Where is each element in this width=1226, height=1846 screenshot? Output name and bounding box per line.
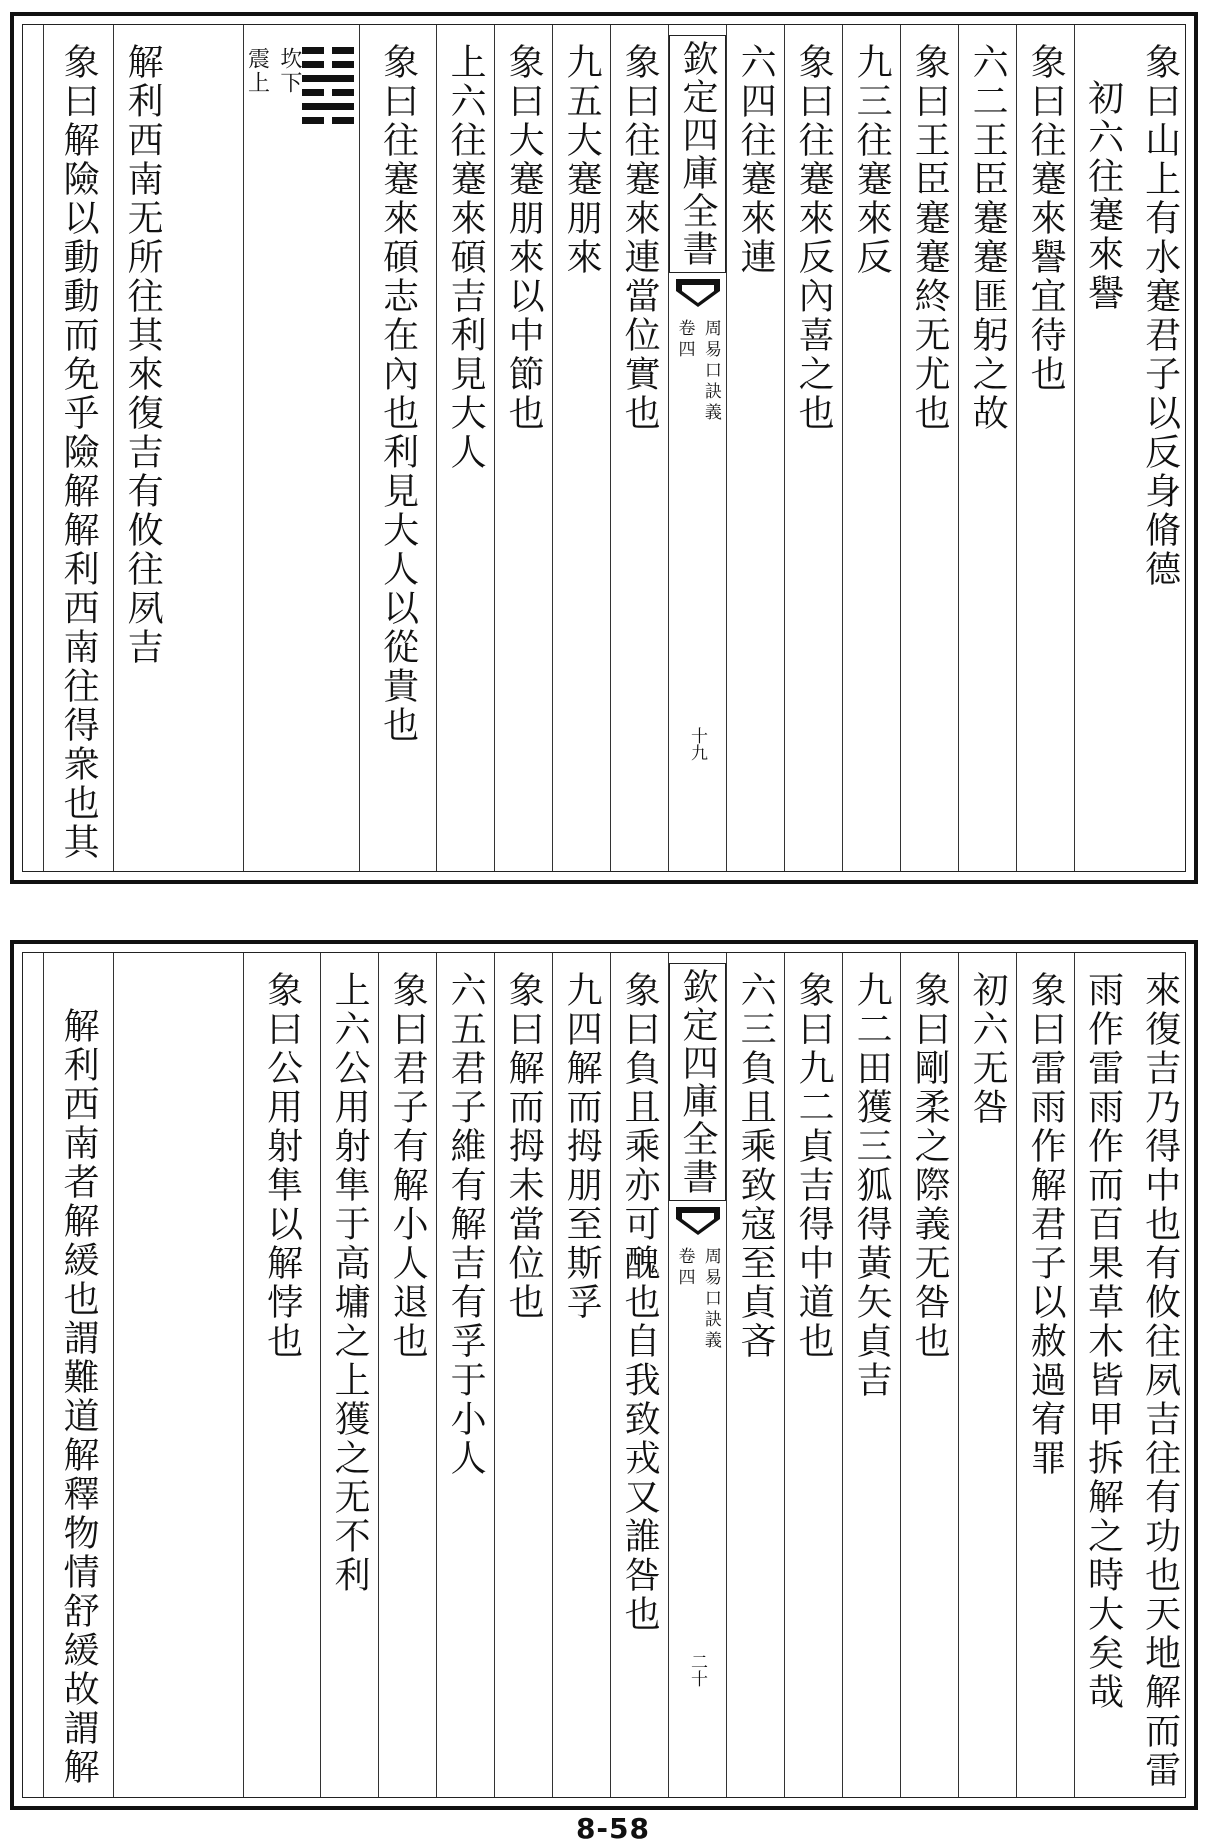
column-text: 象曰王臣蹇蹇終无尤也	[909, 43, 951, 433]
fold-title: 周易口訣義	[700, 1247, 721, 1352]
upper-trigram-label: 震上	[244, 47, 270, 95]
text-column	[436, 25, 494, 871]
column-text: 六五君子維有解吉有孚于小人	[445, 971, 487, 1478]
text-column	[842, 953, 900, 1797]
column-text: 象曰往蹇來碩志在內也利見大人以從貴也	[377, 43, 419, 745]
column-text: 象曰大蹇朋來以中節也	[503, 43, 545, 433]
text-column	[494, 953, 552, 1797]
column-text: 九五大蹇朋來	[561, 43, 603, 277]
hexagram-icon	[302, 47, 354, 871]
column-text: 上六往蹇來碩吉利見大人	[445, 43, 487, 472]
text-column	[359, 25, 436, 871]
column-text: 象曰山上有水蹇君子以反身脩德	[1139, 43, 1181, 589]
text-column	[958, 953, 1016, 1797]
text-column	[1074, 953, 1131, 1797]
text-column	[1131, 953, 1189, 1797]
text-column	[610, 953, 668, 1797]
text-column	[43, 25, 113, 871]
column-text: 象曰公用射隼以解悖也	[261, 971, 303, 1361]
text-column	[552, 25, 610, 871]
column-text: 象曰往蹇來連當位實也	[619, 43, 661, 433]
fold-juan: 卷四	[674, 319, 695, 361]
text-column	[726, 25, 784, 871]
hexagram-column	[243, 25, 359, 871]
text-column	[784, 25, 842, 871]
text-column	[900, 25, 958, 871]
column-text: 象曰解而拇未當位也	[503, 971, 545, 1322]
column-text: 象曰雷雨作解君子以赦過宥罪	[1025, 971, 1067, 1478]
leaf-number: 二十	[687, 1653, 707, 1687]
hexagram-line-2	[302, 103, 354, 110]
text-column	[113, 25, 171, 871]
trigram-labels	[243, 47, 302, 871]
column-text: 九二田獲三狐得黃矢貞吉	[851, 971, 893, 1400]
hexagram-line-1	[302, 117, 354, 124]
fold-juan: 卷四	[674, 1247, 695, 1289]
column-text: 象曰君子有解小人退也	[387, 971, 429, 1361]
text-column	[900, 953, 958, 1797]
text-column	[320, 953, 378, 1797]
column-text: 象曰解險以動動而免乎險解解利西南往得衆也其	[58, 43, 100, 862]
column-text: 六二王臣蹇蹇匪躬之故	[967, 43, 1009, 433]
column-text: 象曰往蹇來反內喜之也	[793, 43, 835, 433]
book-title: 欽定四庫全書	[669, 35, 726, 273]
column-text: 雨作雷雨作而百果草木皆甲拆解之時大矣哉	[1082, 971, 1124, 1712]
text-column	[726, 953, 784, 1797]
leaf-number: 十九	[687, 727, 707, 761]
text-column	[784, 953, 842, 1797]
hexagram-line-5	[302, 61, 354, 68]
column-text: 象曰負且乘亦可醜也自我致戎又誰咎也	[619, 971, 661, 1634]
column-text: 初六无咎	[967, 971, 1009, 1127]
column-text: 象曰往蹇來譽宜待也	[1025, 43, 1067, 394]
text-column	[494, 25, 552, 871]
column-text: 上六公用射隼于高墉之上獲之无不利	[329, 971, 371, 1595]
blank-column	[113, 953, 243, 1797]
center-fold	[668, 953, 726, 1797]
column-text: 象曰九二貞吉得中道也	[793, 971, 835, 1361]
column-text: 九四解而拇朋至斯孚	[561, 971, 603, 1322]
bottom-page	[10, 940, 1198, 1810]
column-text: 初六往蹇來譽	[1082, 79, 1124, 313]
text-column	[243, 953, 320, 1797]
text-column	[1074, 25, 1131, 871]
text-column	[43, 953, 113, 1797]
fishtail-mark-icon	[676, 279, 720, 309]
text-column	[1131, 25, 1189, 871]
text-column	[378, 953, 436, 1797]
column-text: 象曰剛柔之際義无咎也	[909, 971, 951, 1361]
fold-title: 周易口訣義	[700, 319, 721, 424]
text-column	[436, 953, 494, 1797]
center-fold-box	[672, 35, 724, 851]
column-text: 六四往蹇來連	[735, 43, 777, 277]
page-number: 8-58	[575, 1812, 651, 1845]
column-text: 來復吉乃得中也有攸往夙吉往有功也天地解而雷	[1139, 971, 1181, 1790]
book-title: 欽定四庫全書	[669, 963, 726, 1201]
column-text: 解利西南者解緩也謂難道解釋物情舒緩故謂解	[58, 1007, 100, 1787]
top-page-frame	[22, 24, 1186, 872]
center-fold-box	[672, 963, 724, 1777]
text-column	[552, 953, 610, 1797]
lower-trigram-label: 坎下	[276, 47, 302, 95]
bottom-page-frame	[22, 952, 1186, 1798]
column-text: 六三負且乘致寇至貞吝	[735, 971, 777, 1361]
hexagram-line-4	[302, 75, 354, 82]
text-column	[1016, 25, 1074, 871]
text-column	[958, 25, 1016, 871]
text-column	[842, 25, 900, 871]
column-text: 九三往蹇來反	[851, 43, 893, 277]
text-column	[610, 25, 668, 871]
fishtail-mark-icon	[676, 1207, 720, 1237]
hexagram-line-6	[302, 47, 354, 54]
text-column	[1016, 953, 1074, 1797]
column-text: 解利西南无所往其來復吉有攸往夙吉	[122, 43, 164, 667]
center-fold	[668, 25, 726, 871]
top-page	[10, 12, 1198, 884]
hexagram-line-3	[302, 89, 354, 96]
